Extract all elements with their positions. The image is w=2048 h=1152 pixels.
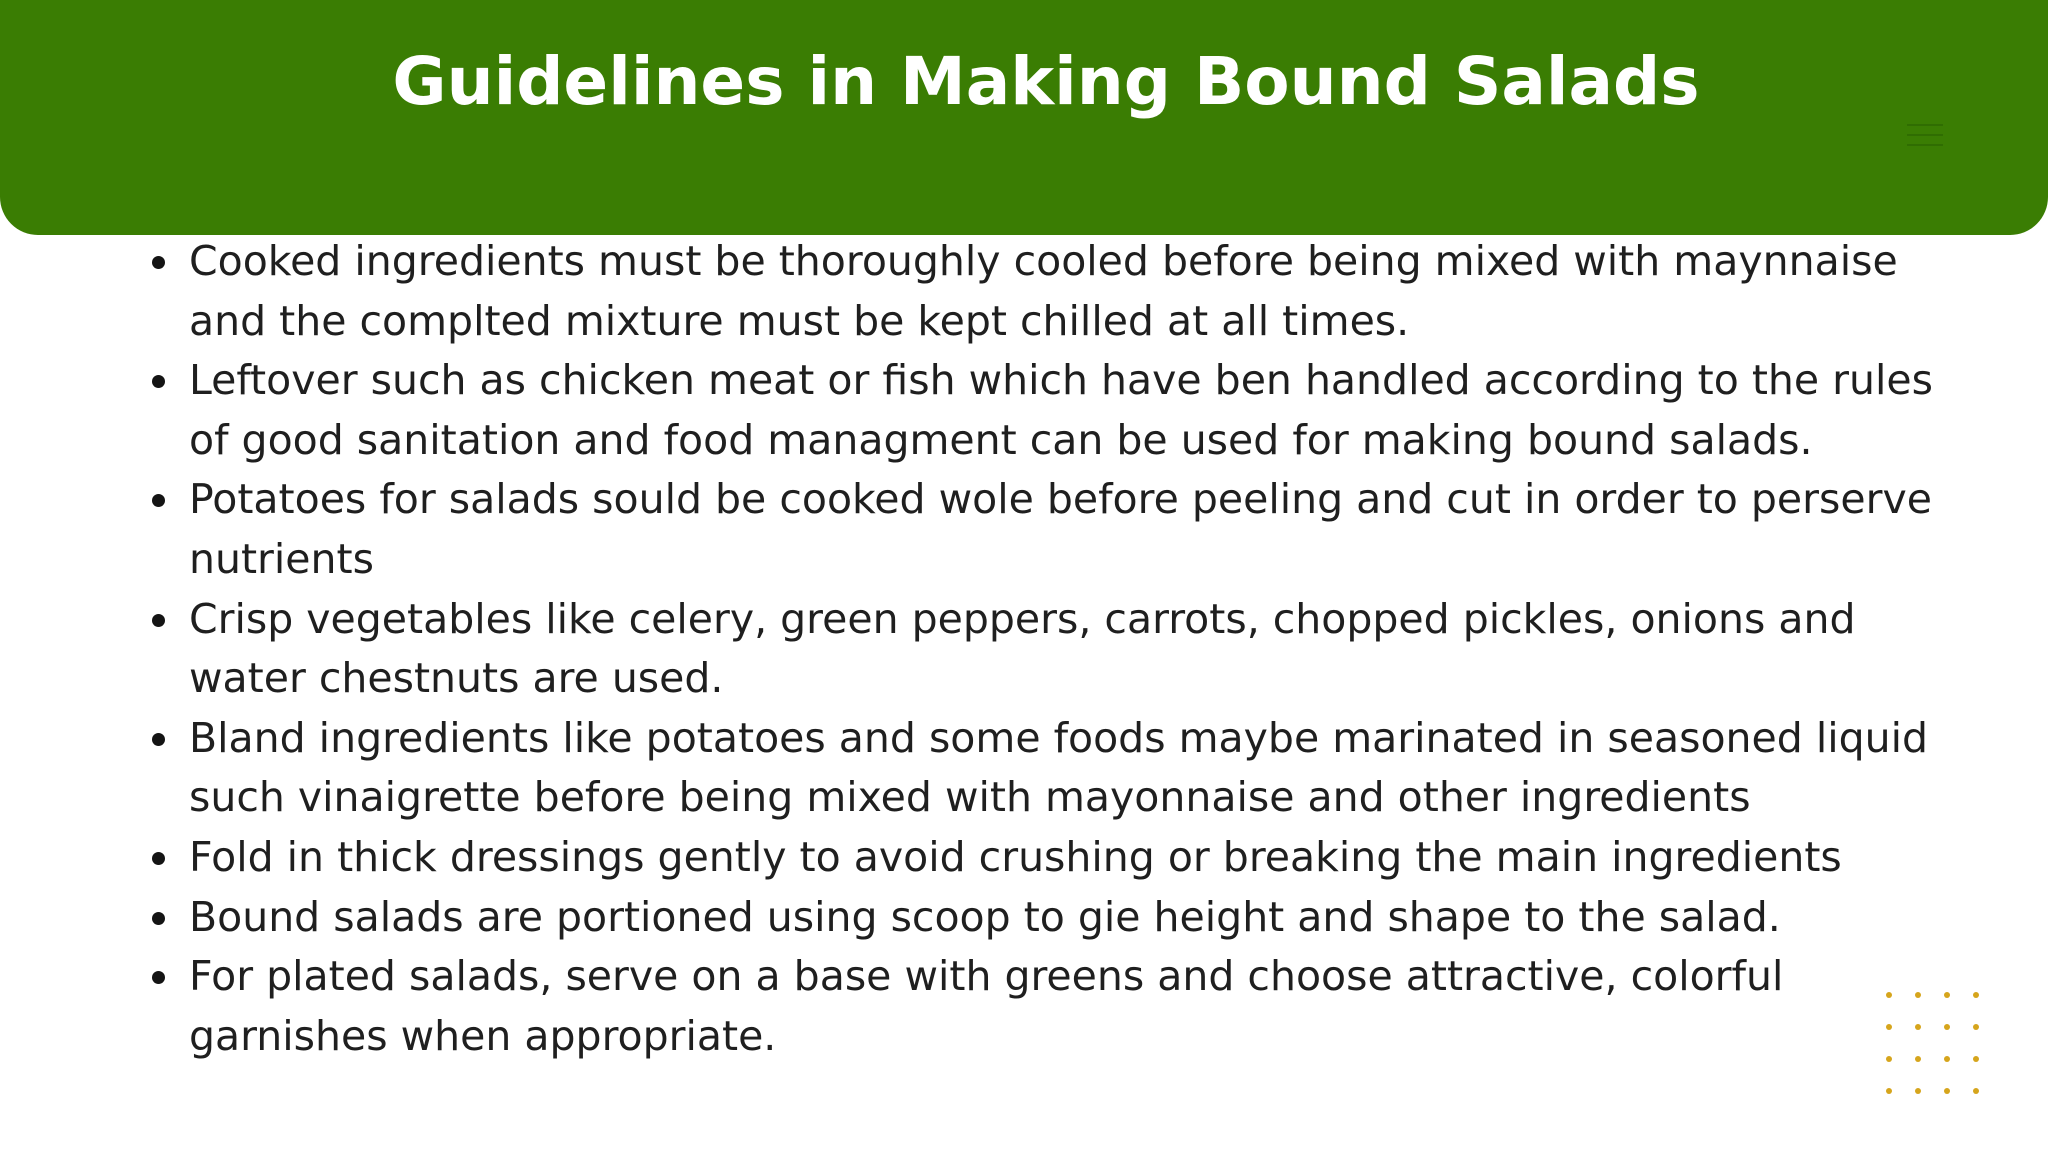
guideline-text: Crisp vegetables like celery, green peppers, carrots, chopped pickles, onions and water chestnuts are used. [189, 594, 1856, 703]
decorative-dot [1973, 992, 1979, 998]
guideline-list [142, 232, 1972, 1066]
slide-title: Guidelines in Making Bound Salads [392, 43, 1700, 120]
guideline-text: Fold in thick dressings gently to avoid crushing or breaking the main ingredients [189, 832, 1842, 881]
decorative-dot [1944, 1024, 1950, 1030]
menu-icon-line [1907, 134, 1943, 136]
decorative-dot [1915, 992, 1921, 998]
decorative-dot [1944, 1088, 1950, 1094]
bullet-icon [152, 912, 165, 925]
decorative-dot [1973, 1088, 1979, 1094]
guideline-item [142, 828, 1972, 888]
decorative-dot [1973, 1056, 1979, 1062]
decorative-dot [1944, 992, 1950, 998]
guideline-item [142, 470, 1972, 589]
bullet-icon [152, 375, 165, 388]
decorative-dot [1886, 1056, 1892, 1062]
guideline-text: Potatoes for salads sould be cooked wole before peeling and cut in order to perserve nutrients [189, 475, 1932, 583]
guideline-text: Leftover such as chicken meat or fish which have ben handled according to the rules of good sanitation and food managment can be used for making bound salads. [189, 356, 1933, 464]
bullet-icon [152, 256, 165, 269]
bullet-icon [152, 971, 165, 984]
guideline-item [142, 590, 1972, 709]
decorative-dot [1973, 1024, 1979, 1030]
title-banner [0, 0, 2048, 235]
decorative-dot [1886, 1088, 1892, 1094]
guideline-item [142, 888, 1972, 948]
menu-icon-line [1907, 124, 1943, 126]
bullet-icon [152, 852, 165, 865]
guideline-item [142, 709, 1972, 828]
guideline-item [142, 232, 1972, 351]
bullet-icon [152, 494, 165, 507]
decorative-dot [1915, 1056, 1921, 1062]
guideline-text: For plated salads, serve on a base with greens and choose attractive, colorful garnishes when appropriate. [189, 952, 1784, 1060]
bullet-icon [152, 733, 165, 746]
decorative-dot [1886, 992, 1892, 998]
menu-icon[interactable] [1907, 124, 1943, 146]
guideline-text: Cooked ingredients must be thoroughly cooled before being mixed with maynnaise and the complted mixture must be kept chilled at all times. [189, 237, 1898, 345]
bullet-icon [152, 614, 165, 627]
decorative-dot [1915, 1024, 1921, 1030]
guideline-text: Bland ingredients like potatoes and some foods maybe marinated in seasoned liquid such vinaigrette before being mixed with mayonnaise and other ingredients [189, 713, 1929, 822]
guideline-text: Bound salads are portioned using scoop to gie height and shape to the salad. [189, 892, 1781, 941]
guideline-item [142, 351, 1972, 470]
guideline-item [142, 947, 1972, 1066]
menu-icon-line [1907, 144, 1943, 146]
decorative-dot [1944, 1056, 1950, 1062]
decorative-dot-grid-icon [1886, 992, 1978, 1096]
decorative-dot [1915, 1088, 1921, 1094]
decorative-dot [1886, 1024, 1892, 1030]
